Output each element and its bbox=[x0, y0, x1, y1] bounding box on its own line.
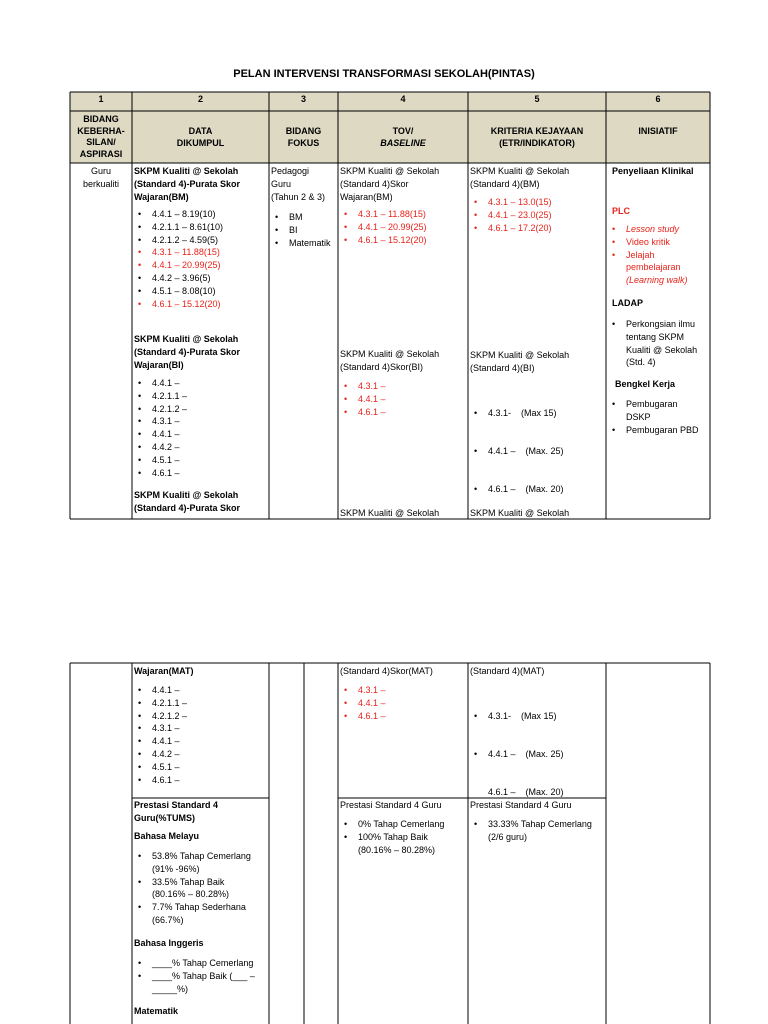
header-num-1: 1 bbox=[98, 94, 104, 104]
list-item: • 4.6.1 – 17.2(20) bbox=[468, 222, 605, 235]
header-num-3: 3 bbox=[300, 94, 306, 104]
list-item: • 4.2.1.1 – 8.61(10) bbox=[132, 221, 268, 234]
list-item: • Perkongsian ilmu bbox=[606, 318, 710, 331]
cell-data-bm: SKPM Kualiti @ Sekolah (Standard 4)-Purata Skor Wajaran(BM) bbox=[134, 166, 241, 202]
list-item: • 4.3.1 – bbox=[132, 722, 268, 735]
list-kriteria-mat: • 4.3.1- (Max 15) • 4.4.1 – (Max. 25) 4.6.1 – (Max. 20) bbox=[468, 684, 605, 812]
heading-penyeliaan-klinikal: Penyeliaan Klinikal bbox=[612, 166, 694, 176]
list-item: • 7.7% Tahap Sederhana (66.7%) bbox=[132, 901, 268, 927]
list-item: • 100% Tahap Baik (80.16% – 80.28%) bbox=[338, 831, 467, 857]
list-item: • 4.6.1 – bbox=[132, 774, 268, 787]
list-item: • 33.5% Tahap Baik (80.16% – 80.28%) bbox=[132, 876, 268, 902]
list-item: • 4.6.1 – bbox=[338, 406, 467, 419]
list-item: • 53.8% Tahap Cemerlang (91% -96%) bbox=[132, 850, 268, 876]
list-item: • 4.3.1 – bbox=[338, 684, 467, 697]
list-item: • 4.3.1- (Max 15) bbox=[468, 710, 605, 723]
cell-data-mat-cont: Wajaran(MAT) bbox=[134, 666, 194, 676]
list-item: • 4.4.1 – (Max. 25) bbox=[468, 748, 605, 761]
list-kriteria-bm bbox=[468, 196, 605, 234]
cell-tov-mat-cont: (Standard 4)Skor(MAT) bbox=[340, 666, 433, 676]
list-item: • 4.4.1 – 8.19(10) bbox=[132, 208, 268, 221]
cell-bidang-fokus: Pedagogi Guru (Tahun 2 & 3) bbox=[271, 166, 326, 202]
header-kriteria-kejayaan: KRITERIA KEJAYAAN (ETR/INDIKATOR) bbox=[490, 126, 584, 148]
list-item: • BI bbox=[269, 224, 338, 237]
list-item: • 4.3.1- (Max 15) bbox=[468, 407, 605, 420]
heading-plc: PLC bbox=[612, 206, 630, 216]
list-item: • ____% Tahap Cemerlang bbox=[132, 957, 268, 970]
header-num-2: 2 bbox=[197, 94, 203, 104]
list-ladap: • Perkongsian ilmu tentang SKPM Kualiti @ Sekolah (Std. 4) bbox=[606, 318, 710, 369]
list-item: • 4.5.1 – bbox=[132, 761, 268, 774]
header-num-6: 6 bbox=[655, 94, 661, 104]
list-data-bi bbox=[132, 377, 268, 479]
list-item: • 4.4.2 – bbox=[132, 441, 268, 454]
list-item: • 4.4.2 – bbox=[132, 748, 268, 761]
cell-tov-mat: SKPM Kualiti @ Sekolah bbox=[340, 508, 440, 518]
list-item: • 4.2.1.2 – bbox=[132, 710, 268, 723]
label-matematik: Matematik bbox=[134, 1006, 179, 1016]
list-data-mat bbox=[132, 684, 268, 786]
label-bahasa-inggeris: Bahasa Inggeris bbox=[134, 938, 204, 948]
list-tums-bm bbox=[132, 850, 268, 927]
cell-prestasi-tums: Prestasi Standard 4 Guru(%TUMS) bbox=[134, 800, 219, 823]
list-item: • 4.6.1 – bbox=[338, 710, 467, 723]
cell-guru-berkualiti: Guru berkualiti bbox=[82, 166, 120, 189]
list-item: • Pembugaran PBD bbox=[606, 424, 710, 437]
cell-kriteria-prestasi: Prestasi Standard 4 Guru bbox=[470, 800, 572, 810]
cell-tov-prestasi: Prestasi Standard 4 Guru bbox=[340, 800, 442, 810]
list-item: • 4.4.1 – 20.99(25) bbox=[338, 221, 467, 234]
list-item: • Video kritik bbox=[606, 236, 710, 249]
list-item: • 4.4.1 – 23.0(25) bbox=[468, 209, 605, 222]
list-item: • 4.6.1 – bbox=[132, 467, 268, 480]
list-item: • 4.4.2 – 3.96(5) bbox=[132, 272, 268, 285]
label-bahasa-melayu: Bahasa Melayu bbox=[134, 831, 200, 841]
heading-bengkel-kerja: Bengkel Kerja bbox=[615, 379, 676, 389]
list-tums-bi bbox=[132, 957, 268, 995]
list-kriteria-bi bbox=[468, 381, 605, 509]
list-item: • 4.3.1 – 13.0(15) bbox=[468, 196, 605, 209]
list-item: • BM bbox=[269, 211, 338, 224]
list-item: • 4.3.1 – bbox=[338, 380, 467, 393]
list-item: • 4.2.1.1 – bbox=[132, 697, 268, 710]
list-item: • 4.6.1 – 15.12(20) bbox=[132, 298, 268, 311]
list-item: • 4.4.1 – 20.99(25) bbox=[132, 259, 268, 272]
cell-kriteria-mat: SKPM Kualiti @ Sekolah bbox=[470, 508, 570, 518]
list-item: • 4.2.1.2 – bbox=[132, 403, 268, 416]
list-item: • Jelajah bbox=[606, 249, 710, 262]
list-tov-mat bbox=[338, 684, 467, 722]
list-item: • 4.5.1 – bbox=[132, 454, 268, 467]
list-plc: • Lesson study • Video kritik • Jelajah pembelajaran (Learning walk) bbox=[606, 223, 710, 287]
list-item: • 4.4.1 – (Max. 25) bbox=[468, 445, 605, 458]
list-item: • 4.4.1 – bbox=[338, 697, 467, 710]
list-item: • 4.3.1 – 11.88(15) bbox=[132, 246, 268, 259]
list-item: • ____% Tahap Baik (___ – _____%) bbox=[132, 970, 268, 996]
header-tov-baseline: TOV/ BASELINE bbox=[380, 126, 426, 148]
list-bengkel: • Pembugaran DSKP • Pembugaran PBD bbox=[606, 398, 710, 436]
list-item: • 4.4.1 – bbox=[338, 393, 467, 406]
list-item: • Matematik bbox=[269, 237, 338, 250]
list-item: • 4.6.1 – (Max. 20) bbox=[468, 483, 605, 496]
header-data-dikumpul: DATA DIKUMPUL bbox=[176, 126, 225, 148]
heading-ladap: LADAP bbox=[612, 298, 643, 308]
list-bidang-fokus bbox=[269, 211, 338, 249]
list-item: • 0% Tahap Cemerlang bbox=[338, 818, 467, 831]
list-item: • 4.3.1 – bbox=[132, 415, 268, 428]
list-item: • 4.6.1 – 15.12(20) bbox=[338, 234, 467, 247]
header-inisiatif: INISIATIF bbox=[638, 126, 678, 136]
cell-kriteria-mat-cont: (Standard 4)(MAT) bbox=[470, 666, 545, 676]
list-item: • 4.4.1 – bbox=[132, 377, 268, 390]
list-item: • 4.5.1 – 8.08(10) bbox=[132, 285, 268, 298]
list-item: • Pembugaran bbox=[606, 398, 710, 411]
list-tov-bm bbox=[338, 208, 467, 246]
list-tov-prestasi bbox=[338, 818, 467, 856]
list-item: • 4.2.1.1 – bbox=[132, 390, 268, 403]
list-item: • 4.4.1 – bbox=[132, 684, 268, 697]
cell-kriteria-bi: SKPM Kualiti @ Sekolah (Standard 4)(BI) bbox=[470, 350, 570, 373]
list-item: • 4.3.1 – 11.88(15) bbox=[338, 208, 467, 221]
list-item: • Lesson study bbox=[606, 223, 710, 236]
cell-tov-bm: SKPM Kualiti @ Sekolah (Standard 4)Skor Wajaran(BM) bbox=[340, 166, 440, 202]
cell-tov-bi: SKPM Kualiti @ Sekolah (Standard 4)Skor(BI) bbox=[340, 349, 440, 372]
page-title: PELAN INTERVENSI TRANSFORMASI SEKOLAH(PINTAS) bbox=[233, 68, 535, 80]
list-data-bm bbox=[132, 208, 268, 310]
header-bidang-fokus: BIDANG FOKUS bbox=[285, 126, 322, 148]
list-item: • 33.33% Tahap Cemerlang (2/6 guru) bbox=[468, 818, 605, 844]
list-kriteria-prestasi bbox=[468, 818, 605, 844]
cell-data-mat: SKPM Kualiti @ Sekolah (Standard 4)-Purata Skor bbox=[134, 490, 241, 513]
list-item: • 4.4.1 – bbox=[132, 735, 268, 748]
cell-kriteria-bm: SKPM Kualiti @ Sekolah (Standard 4)(BM) bbox=[470, 166, 570, 189]
header-num-5: 5 bbox=[534, 94, 540, 104]
list-tov-bi bbox=[338, 380, 467, 418]
header-bidang-keberhasilan: BIDANG KEBERHA- SILAN/ ASPIRASI bbox=[77, 114, 125, 159]
cell-data-bi: SKPM Kualiti @ Sekolah (Standard 4)-Purata Skor Wajaran(BI) bbox=[134, 334, 241, 370]
list-item: • 4.4.1 – bbox=[132, 428, 268, 441]
list-item: • 4.2.1.2 – 4.59(5) bbox=[132, 234, 268, 247]
header-num-4: 4 bbox=[400, 94, 406, 104]
